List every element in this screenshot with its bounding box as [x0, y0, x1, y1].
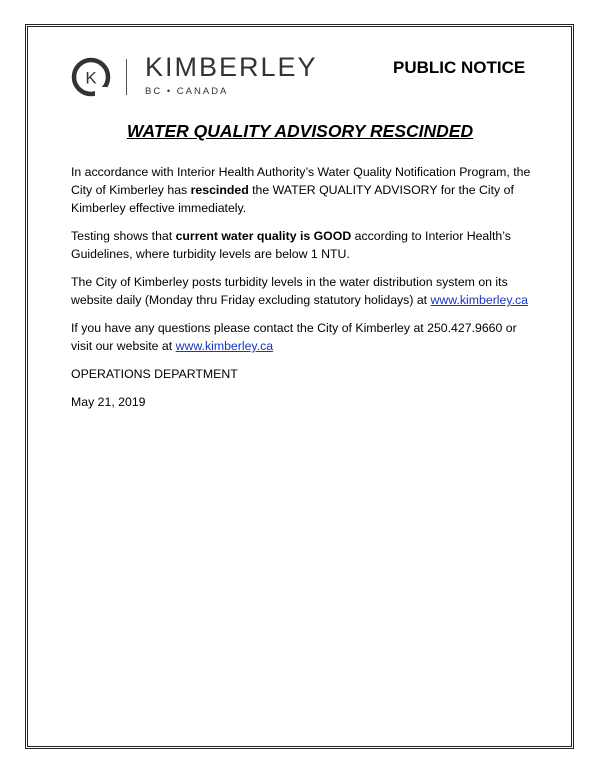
paragraph-testing: Testing shows that current water quality is GOOD according to Interior Health’s Guidelines, where turbidity levels are below 1 NTU.: [71, 229, 511, 261]
paragraph-turbidity: The City of Kimberley posts turbidity levels in the water distribution system on its website daily (Monday thru Friday excluding statutory holidays) at www.kimberley.ca: [71, 275, 529, 307]
website-link-contact[interactable]: www.kimberley.ca: [175, 339, 274, 353]
website-link[interactable]: www.kimberley.ca: [430, 293, 529, 307]
logo-letter: K: [85, 68, 97, 88]
paragraph-contact: If you have any questions please contact the City of Kimberley at 250.427.9660 or visit our website at www.kimberley.ca: [71, 321, 517, 353]
paragraph-rescinded: In accordance with Interior Health Authority’s Water Quality Notification Program, the City of Kimberley has rescinded the WATER QUALITY ADVISORY for the City of Kimberley effective immediately.: [71, 165, 531, 215]
org-name: KIMBERLEY: [145, 52, 318, 82]
notice-date: May 21, 2019: [71, 395, 146, 409]
kimberley-logo-icon: [71, 57, 111, 97]
org-location: BC • CANADA: [145, 86, 229, 97]
notice-body: [71, 163, 541, 421]
public-notice-label: PUBLIC NOTICE: [393, 58, 526, 77]
logo-divider: [126, 59, 127, 95]
department-signature: OPERATIONS DEPARTMENT: [71, 367, 238, 381]
notice-title: WATER QUALITY ADVISORY RESCINDED: [126, 121, 474, 141]
